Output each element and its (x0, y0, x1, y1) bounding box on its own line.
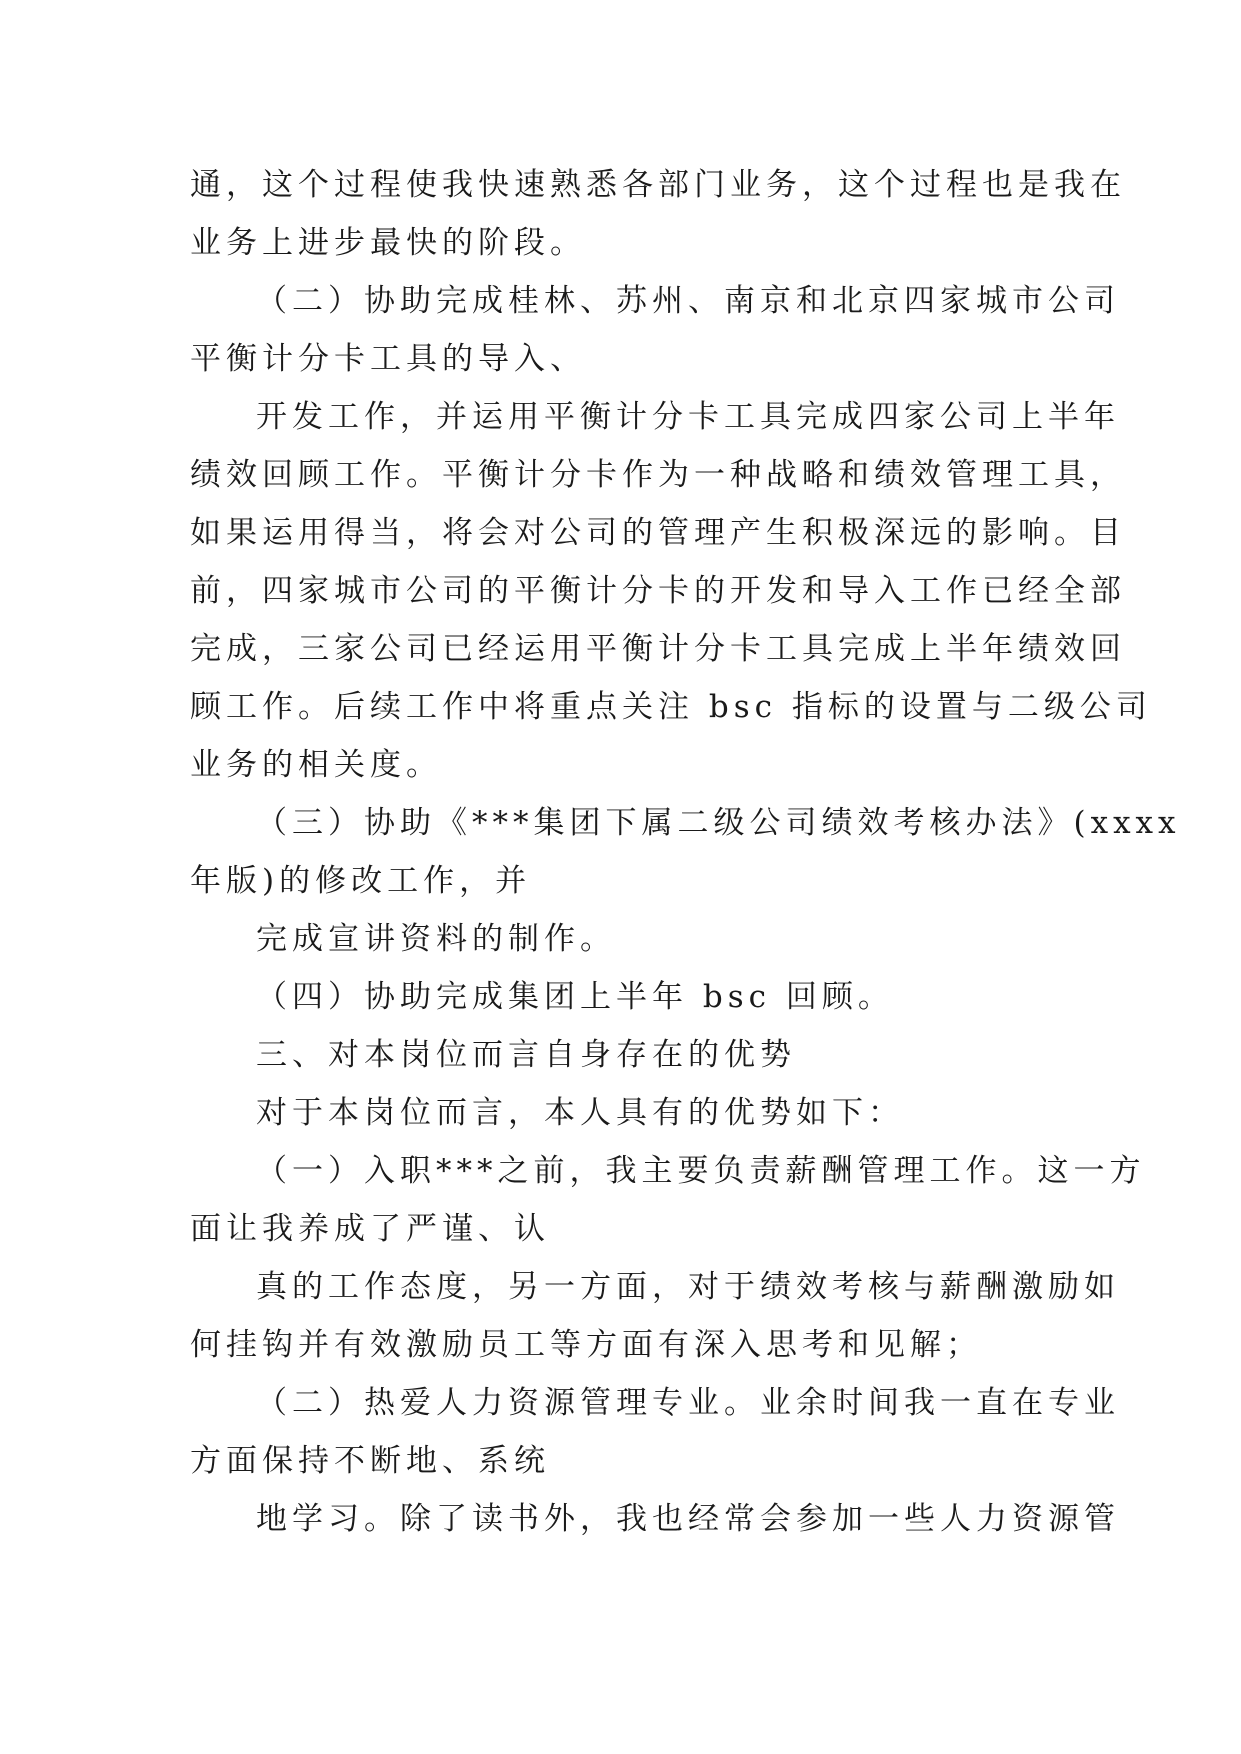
text-line: 平衡计分卡工具的导入、 (190, 341, 586, 377)
text-line: 面让我养成了严谨、认 (190, 1211, 550, 1247)
text-line: 开发工作，并运用平衡计分卡工具完成四家公司上半年 (256, 399, 1120, 435)
text-line: 完成宣讲资料的制作。 (256, 921, 616, 957)
text-line: 通，这个过程使我快速熟悉各部门业务，这个过程也是我在 (190, 167, 1126, 203)
body-text (190, 156, 1181, 1548)
text-line: 顾工作。后续工作中将重点关注 bsc 指标的设置与二级公司 (190, 689, 1152, 725)
text-line: 何挂钩并有效激励员工等方面有深入思考和见解； (190, 1327, 982, 1363)
text-line: 地学习。除了读书外，我也经常会参加一些人力资源管 (256, 1501, 1120, 1537)
text-line: 业务的相关度。 (190, 747, 442, 783)
text-line: 对于本岗位而言，本人具有的优势如下： (256, 1095, 904, 1131)
text-line: （二）协助完成桂林、苏州、南京和北京四家城市公司 (256, 283, 1120, 319)
text-line: 年版)的修改工作，并 (190, 863, 532, 899)
text-line: （三）协助《***集团下属二级公司绩效考核办法》(xxxx (256, 805, 1181, 841)
text-line: 三、对本岗位而言自身存在的优势 (256, 1037, 796, 1073)
text-line: 业务上进步最快的阶段。 (190, 225, 586, 261)
text-line: 前，四家城市公司的平衡计分卡的开发和导入工作已经全部 (190, 573, 1126, 609)
text-line: 绩效回顾工作。平衡计分卡作为一种战略和绩效管理工具， (190, 457, 1126, 493)
text-line: 如果运用得当，将会对公司的管理产生积极深远的影响。目 (190, 515, 1126, 551)
text-line: （四）协助完成集团上半年 bsc 回顾。 (256, 979, 894, 1015)
text-line: 方面保持不断地、系统 (190, 1443, 550, 1479)
text-line: （二）热爱人力资源管理专业。业余时间我一直在专业 (256, 1385, 1120, 1421)
text-line: （一）入职***之前，我主要负责薪酬管理工作。这一方 (256, 1153, 1146, 1189)
text-line: 真的工作态度，另一方面，对于绩效考核与薪酬激励如 (256, 1269, 1120, 1305)
text-line: 完成，三家公司已经运用平衡计分卡工具完成上半年绩效回 (190, 631, 1126, 667)
